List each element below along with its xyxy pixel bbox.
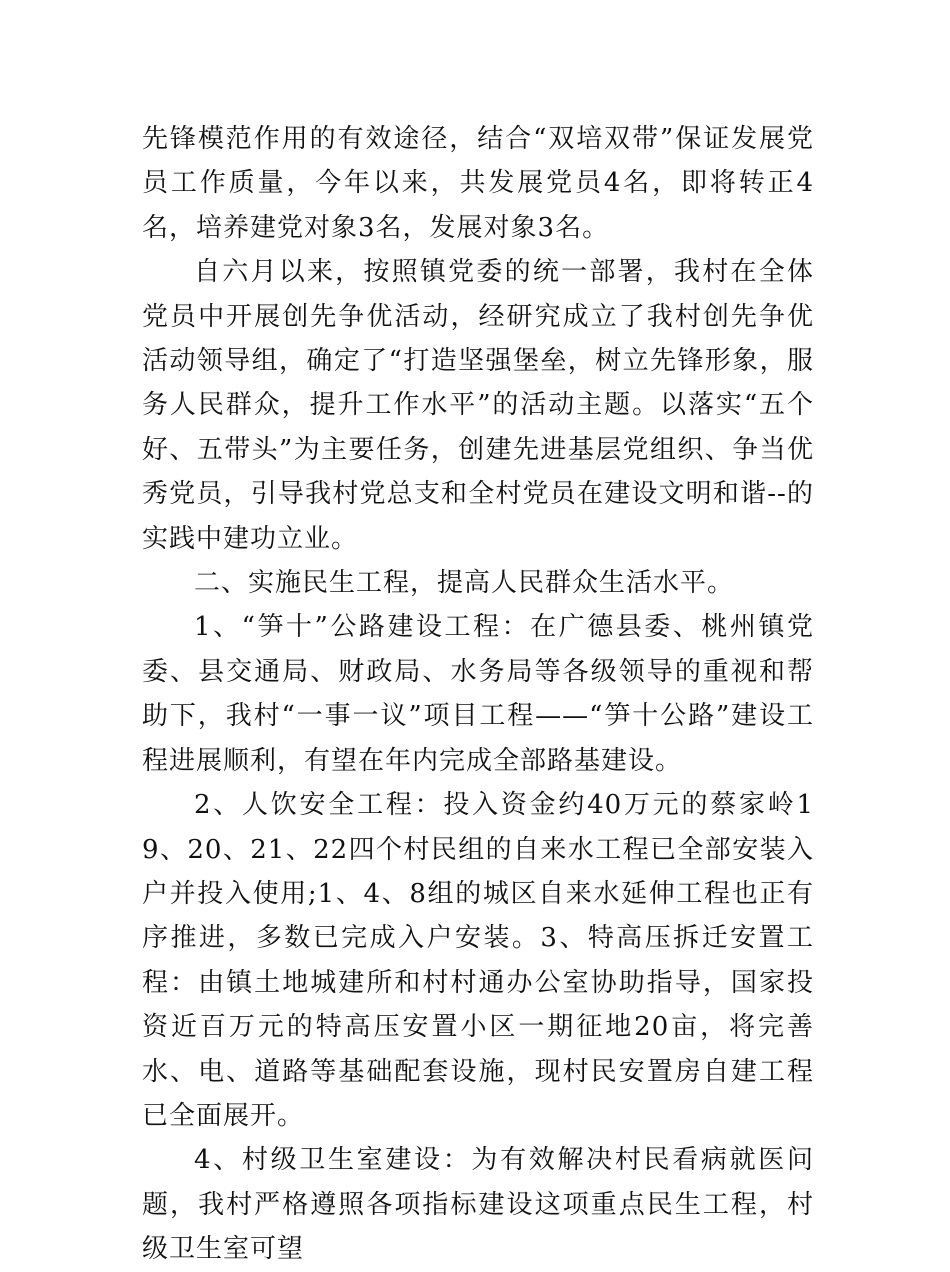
paragraph-road-project: 1、“笋十”公路建设工程：在广德县委、桃州镇党委、县交通局、财政局、水务局等各级领导的重视和帮助下，我村“一事一议”项目工程——“笋十公路”建设工程进展顺利，有望在年内完成全部路基建设。 [142,612,814,776]
paragraph-continuation: 先锋模范作用的有效途径，结合“双培双带”保证发展党员工作质量，今年以来，共发展党员4名，即将转正4名，培养建党对象3名，发展对象3名。 [142,124,814,243]
paragraph-campaign: 自六月以来，按照镇党委的统一部署，我村在全体党员中开展创先争优活动，经研究成立了我村创先争优活动领导组，确定了“打造坚强堡垒，树立先锋形象，服务人民群众，提升工作水平”的活动主题。以落实“五个好、五带头”为主要任务，创建先进基层党组织、争当优秀党员，引导我村党总支和全村党员在建设文明和谐--的实践中建功立业。 [142,257,814,554]
paragraph-clinic-project: 4、村级卫生室建设：为有效解决村民看病就医问题，我村严格遵照各项指标建设这项重点民生工程，村级卫生室可望 [142,1145,814,1265]
section-heading-livelihood: 二、实施民生工程，提高人民群众生活水平。 [194,568,735,599]
document-body [142,117,814,1272]
paragraph-water-project: 2、人饮安全工程：投入资金约40万元的蔡家岭19、20、21、22四个村民组的自来水工程已全部安装入户并投入使用;1、4、8组的城区自来水延伸工程也正有序推进，多数已完成入户安装。3、特高压拆迁安置工程：由镇土地城建所和村村通办公室协助指导，国家投资近百万元的特高压安置小区一期征地20亩，将完善水、电、道路等基础配套设施，现村民安置房自建工程已全面展开。 [142,790,814,1131]
